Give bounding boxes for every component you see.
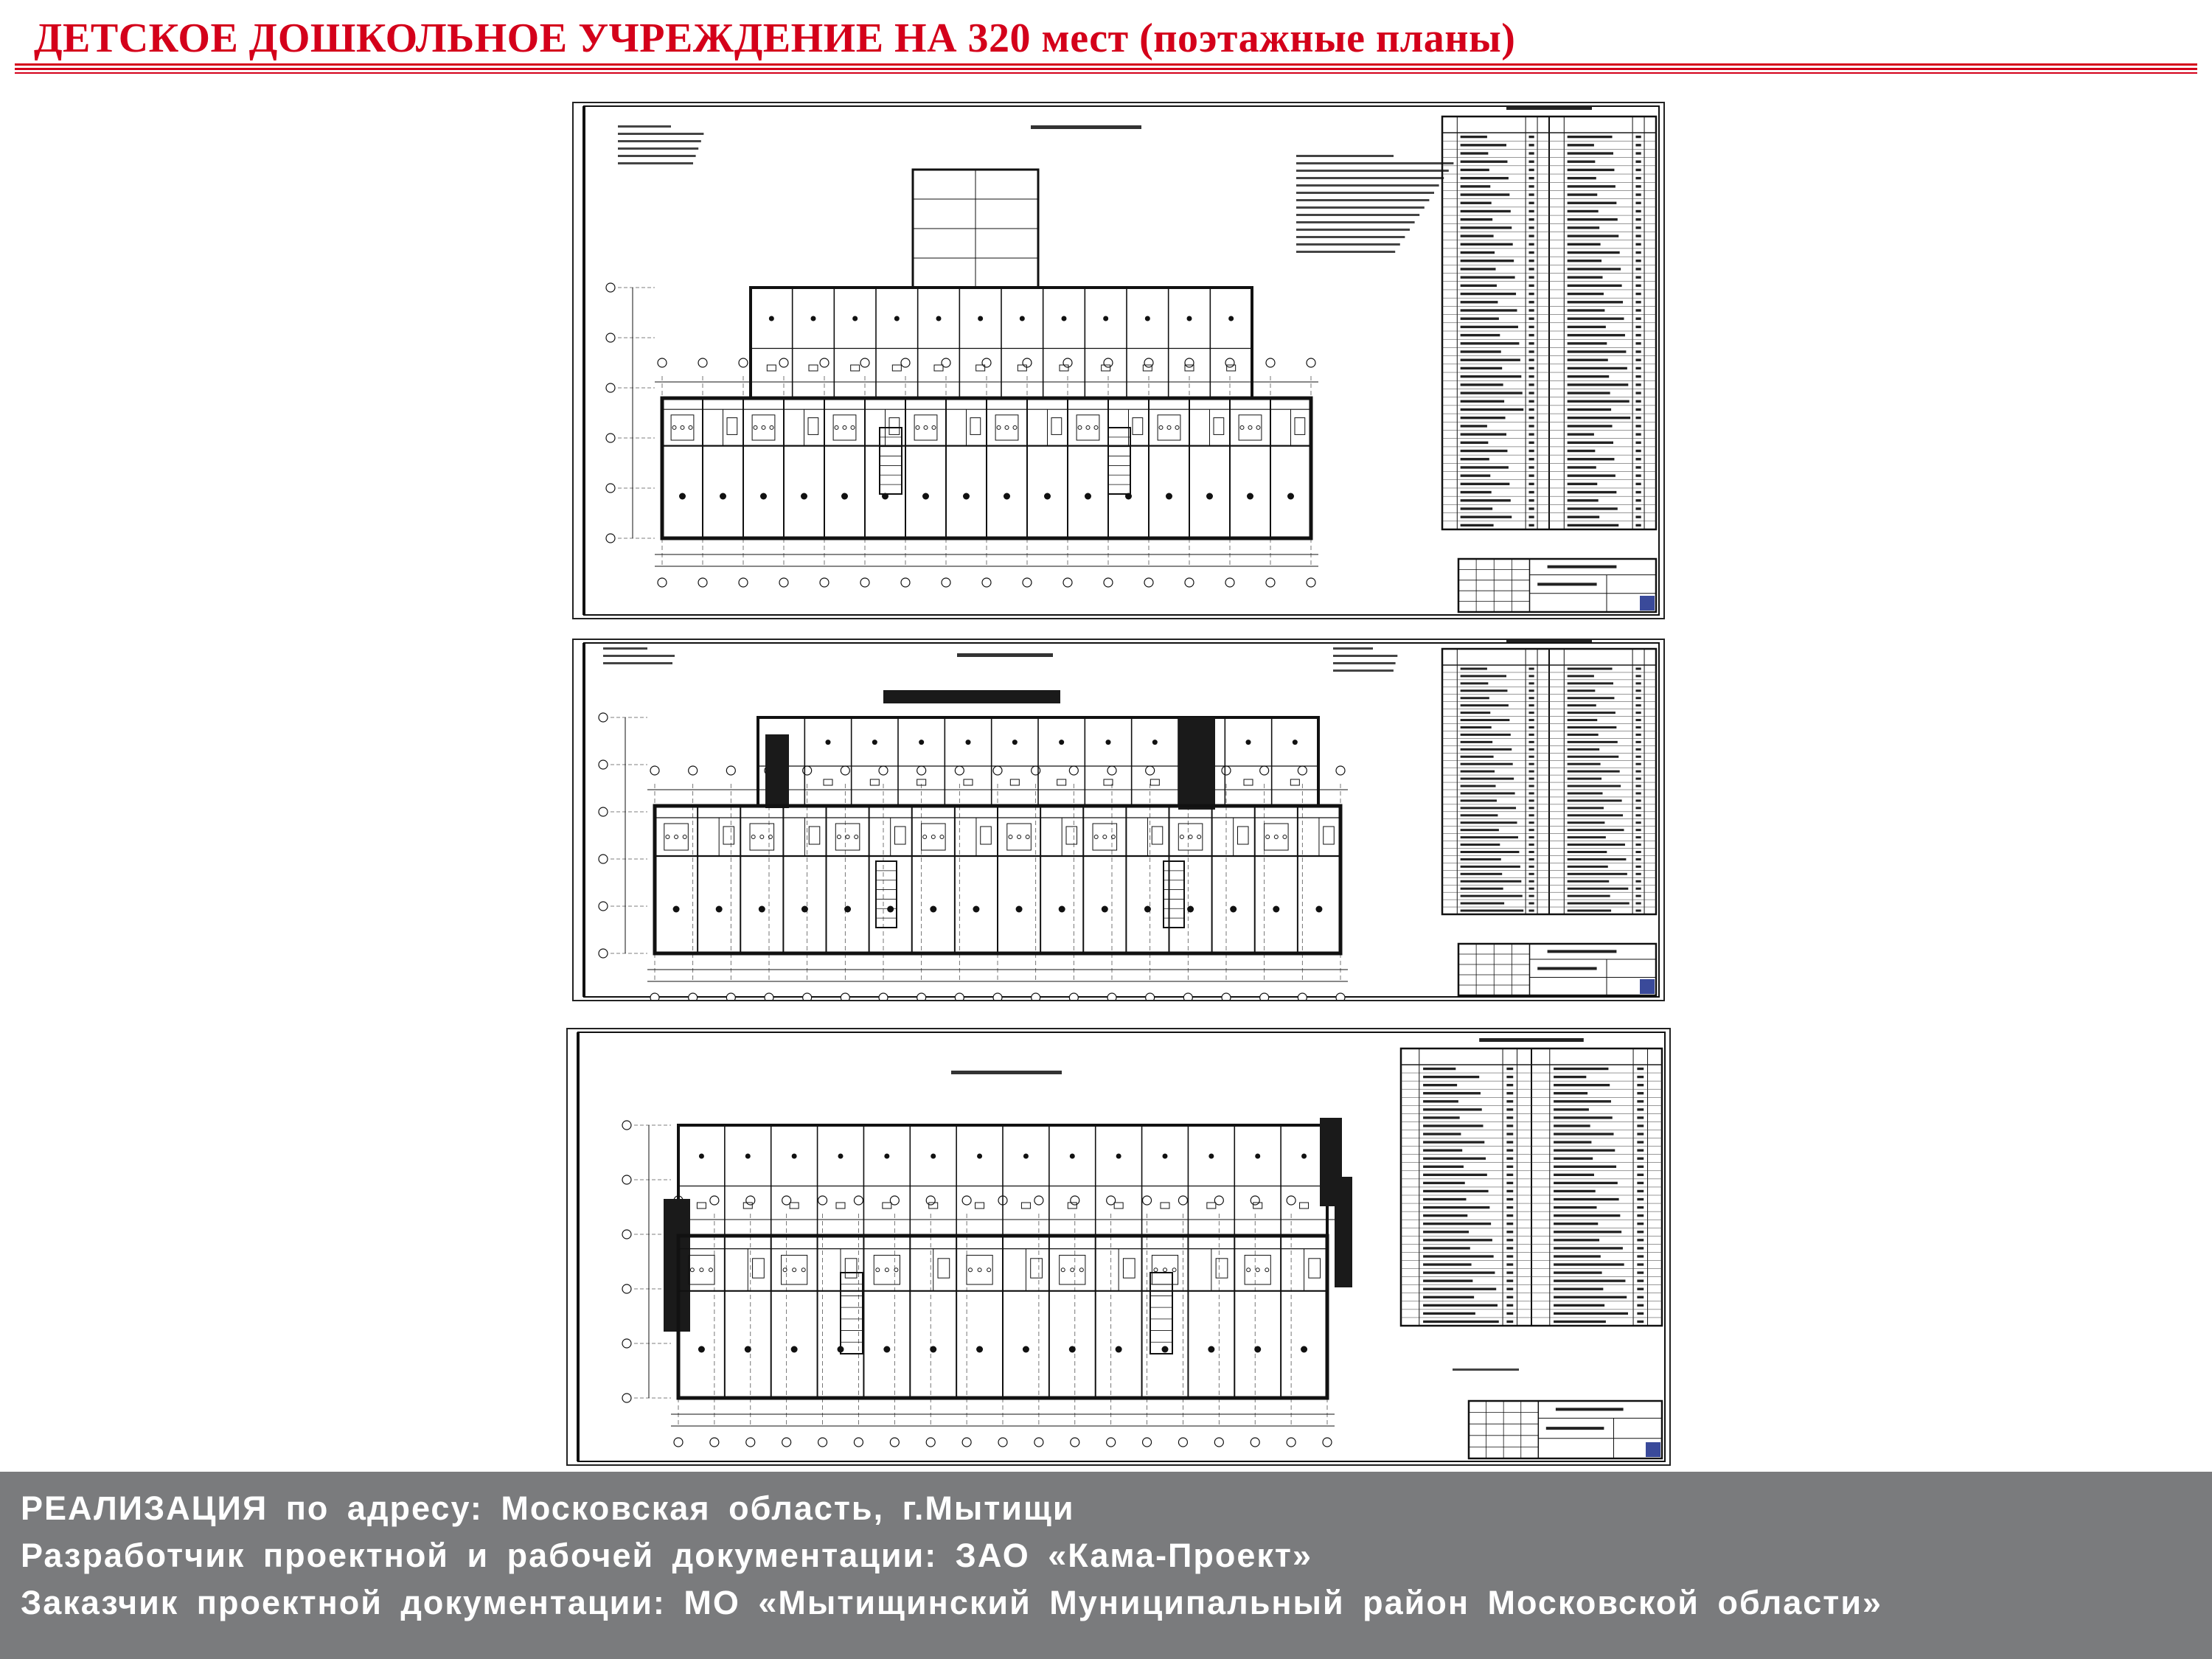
floor-plan-drawing — [568, 1029, 1669, 1464]
floor-plan-sheet-3 — [566, 1028, 1671, 1466]
title-underline — [15, 68, 2197, 70]
page-title: ДЕТСКОЕ ДОШКОЛЬНОЕ УЧРЕЖДЕНИЕ НА 320 мест (поэтажные планы) — [34, 15, 1516, 61]
floor-plan-drawing — [574, 640, 1663, 1000]
floor-plan-sheet-1 — [572, 102, 1665, 619]
developer-info: Разработчик проектной и рабочей документации: ЗАО «Кама-Проект» — [21, 1537, 1312, 1574]
customer-info: Заказчик проектной документации: МО «Мытищинский Муниципальный район Московской области» — [21, 1584, 1883, 1621]
title-underline — [15, 72, 2197, 74]
title-underline — [15, 63, 2197, 66]
footer-info-panel — [0, 1472, 2212, 1659]
floor-plan-sheet-2 — [572, 639, 1665, 1001]
floor-plan-drawing — [574, 103, 1663, 618]
implementation-address: РЕАЛИЗАЦИЯ по адресу: Московская область, г.Мытищи — [21, 1489, 1075, 1527]
